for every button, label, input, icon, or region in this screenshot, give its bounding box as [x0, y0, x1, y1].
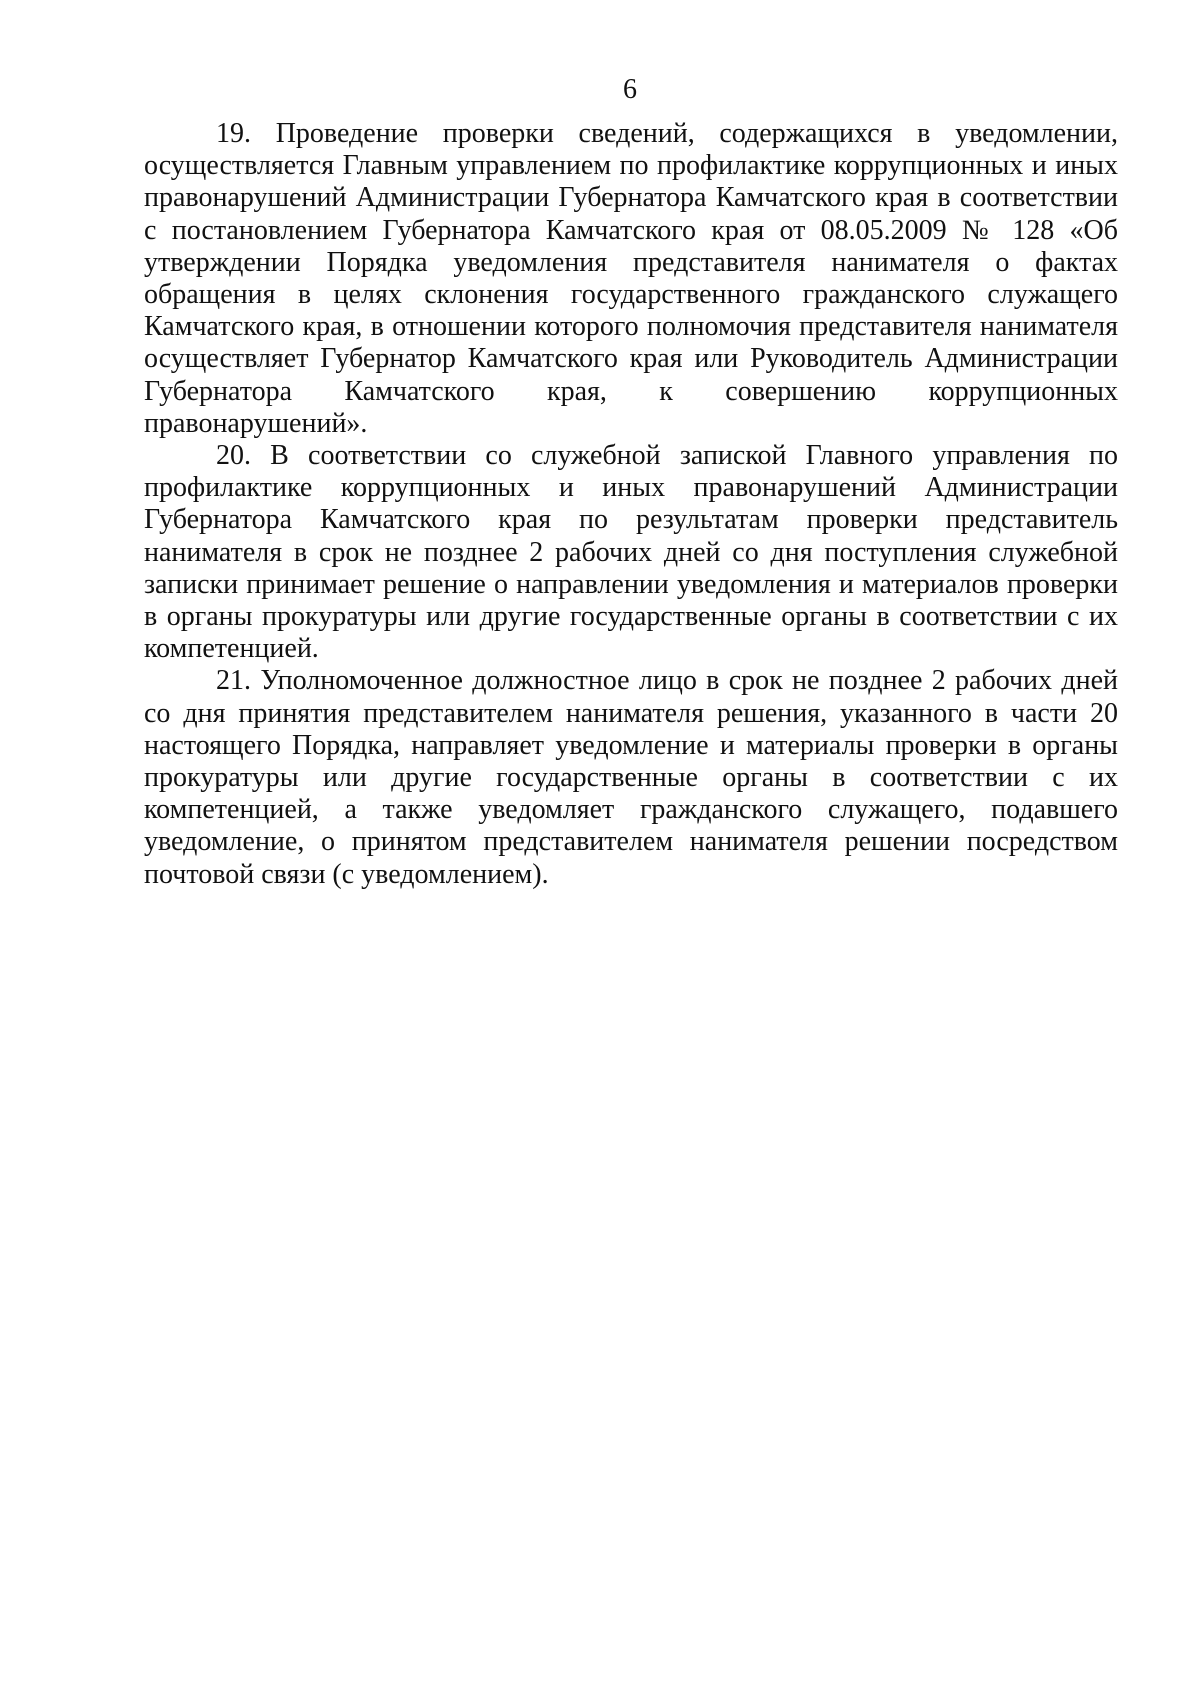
paragraph-21: 21. Уполномоченное должностное лицо в срок не позднее 2 рабочих дней со дня принятия представителем нанимателя решения, указанного в части 20 настоящего Порядка, направляет уведомление и материалы проверки в органы прокуратуры или другие государственные органы в соответствии с их компетенцией, а также уведомляет гражданского служащего, подавшего уведомление, о принятом представителем нанимателя решении посредством почтовой связи (с уведомлением).	[144, 665, 1118, 890]
paragraph-19: 19. Проведение проверки сведений, содержащихся в уведомлении, осуществляется Главным управлением по профилактике коррупционных и иных правонарушений Администрации Губернатора Камчатского края в соответствии с постановлением Губернатора Камчатского края от 08.05.2009 № 128 «Об утверждении Порядка уведомления представителя нанимателя о фактах обращения в целях склонения государственного гражданского служащего Камчатского края, в отношении которого полномочия представителя нанимателя осуществляет Губернатор Камчатского края или Руководитель Администрации Губернатора Камчатского края, к совершению коррупционных правонарушений».	[144, 118, 1118, 439]
page-number: 6	[623, 74, 637, 105]
paragraph-20: 20. В соответствии со служебной запиской Главного управления по профилактике коррупционных и иных правонарушений Администрации Губернатора Камчатского края по результатам проверки представитель нанимателя в срок не позднее 2 рабочих дней со дня поступления служебной записки принимает решение о направлении уведомления и материалов проверки в органы прокуратуры или другие государственные органы в соответствии с их компетенцией.	[144, 440, 1118, 665]
document-body	[144, 118, 1118, 891]
